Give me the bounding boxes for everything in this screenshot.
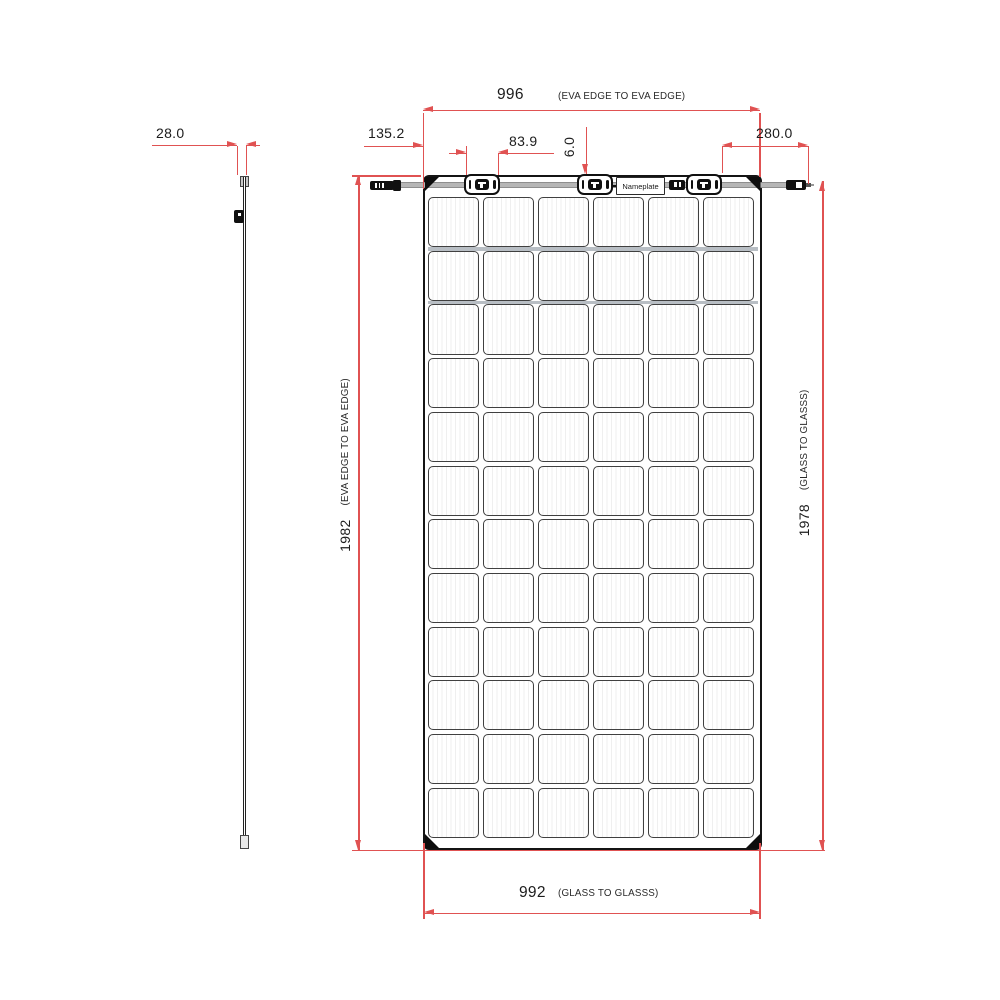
extension-line [246, 146, 247, 175]
solar-cell [483, 466, 535, 516]
jbox-body [588, 179, 602, 191]
solar-cell [483, 627, 535, 677]
arrowhead [819, 840, 825, 850]
solar-cell [483, 519, 535, 569]
extension-line [759, 843, 760, 919]
solar-cell [428, 519, 480, 569]
solar-cell [648, 197, 700, 247]
connector-tick [382, 183, 384, 188]
dim-jbox-width-value: 83.9 [509, 132, 538, 149]
dim-line [152, 145, 237, 146]
solar-cell [648, 519, 700, 569]
connector-window [796, 182, 802, 187]
jbox-gland-left [469, 180, 472, 189]
dim-line [423, 110, 760, 111]
solar-cell [703, 251, 755, 301]
solar-cell [483, 788, 535, 838]
jbox-body [697, 179, 711, 191]
solar-cell [593, 627, 645, 677]
solar-cell [593, 251, 645, 301]
dim-jbox-offset-value: 135.2 [368, 125, 405, 141]
dim-top-width-note: (EVA EDGE TO EVA EDGE) [558, 90, 686, 102]
dim-right-height-label [796, 390, 812, 537]
dim-line [822, 181, 823, 850]
arrowhead [423, 106, 433, 112]
solar-cell [483, 680, 535, 730]
nameplate-box [616, 177, 665, 195]
arrowhead [424, 909, 434, 915]
dim-left-height-note: (EVA EDGE TO EVA EDGE) [339, 378, 351, 506]
dim-right-height-value: 1978 [796, 504, 812, 537]
solar-cell [703, 412, 755, 462]
junction-box [686, 174, 722, 195]
dim-line [424, 913, 760, 914]
dim-bottom-width-value: 992 [519, 883, 546, 901]
solar-cell [538, 304, 590, 354]
solar-cell [703, 680, 755, 730]
solar-cell [593, 466, 645, 516]
extension-line [808, 146, 809, 184]
solar-cell [538, 251, 590, 301]
solar-cell [703, 788, 755, 838]
solar-cell [703, 358, 755, 408]
solar-cell [428, 251, 480, 301]
dim-line [722, 146, 808, 147]
solar-cell [538, 627, 590, 677]
extension-line [466, 146, 467, 175]
side-junction-box-profile [234, 210, 244, 223]
solar-cell [593, 519, 645, 569]
arrowhead [750, 106, 760, 112]
solar-cell [428, 304, 480, 354]
solar-cell [648, 358, 700, 408]
barcode-mark [674, 182, 677, 187]
dim-lead-length-value: 280.0 [756, 125, 793, 141]
arrowhead [722, 142, 732, 148]
arrowhead [413, 142, 423, 148]
dim-right-height-note: (GLASS TO GLASSS) [798, 389, 810, 491]
solar-cell [703, 304, 755, 354]
solar-cell [593, 573, 645, 623]
arrowhead [798, 142, 808, 148]
jbox-gland-right [606, 180, 609, 189]
extension-line [722, 146, 723, 173]
arrowhead [498, 149, 508, 155]
extension-line [498, 153, 499, 175]
arrowhead [582, 164, 588, 174]
solar-cell [428, 788, 480, 838]
junction-box [577, 174, 613, 195]
solar-cell [648, 680, 700, 730]
solar-cell [483, 412, 535, 462]
solar-cell [703, 519, 755, 569]
dim-top-width-value: 996 [497, 86, 524, 103]
solar-cell [703, 734, 755, 784]
arrowhead [355, 840, 361, 850]
solar-cell [648, 251, 700, 301]
junction-box [464, 174, 500, 195]
solar-cell [538, 680, 590, 730]
solar-cell [428, 680, 480, 730]
solar-cell [538, 573, 590, 623]
side-panel-edge-line [243, 177, 246, 847]
jbox-body [475, 179, 489, 191]
solar-cell [483, 734, 535, 784]
solar-cell [483, 573, 535, 623]
solar-cell [648, 734, 700, 784]
solar-cell [703, 573, 755, 623]
dim-left-height-value: 1982 [337, 519, 353, 552]
dim-left-height-label [337, 378, 353, 552]
solar-cell [483, 197, 535, 247]
nameplate-label: Nameplate [622, 181, 659, 191]
solar-cell [593, 304, 645, 354]
solar-cell [538, 466, 590, 516]
solar-cell [593, 788, 645, 838]
solar-cell [703, 627, 755, 677]
extension-line [352, 175, 421, 176]
right-connector-tip [811, 184, 814, 187]
left-connector-cap [393, 180, 401, 191]
connector-tick [379, 183, 381, 188]
extension-line [423, 843, 424, 919]
solar-cell [538, 412, 590, 462]
barcode-mark [679, 182, 681, 187]
solar-cell [648, 412, 700, 462]
jbox-mark [593, 184, 595, 188]
extension-line [237, 146, 238, 175]
solar-cell [593, 680, 645, 730]
side-bottom-cap [240, 835, 249, 849]
solar-cell [703, 197, 755, 247]
solar-cell [593, 412, 645, 462]
solar-cell [428, 197, 480, 247]
solar-cell [483, 251, 535, 301]
solar-cell [483, 358, 535, 408]
barcode-tag [669, 180, 685, 190]
jbox-mark [480, 184, 482, 188]
solar-cell [538, 734, 590, 784]
side-junction-box-dot [238, 213, 241, 216]
solar-cell [593, 734, 645, 784]
solar-cell [428, 466, 480, 516]
dim-thickness-value: 28.0 [156, 124, 185, 141]
solar-cell [538, 358, 590, 408]
arrowhead [819, 181, 825, 191]
solar-cell [538, 788, 590, 838]
dim-line [358, 175, 359, 850]
solar-cell [648, 304, 700, 354]
dim-gap-value: 6.0 [561, 136, 577, 158]
solar-cell [538, 197, 590, 247]
connector-tick [375, 183, 377, 188]
solar-cell [428, 412, 480, 462]
jbox-gland-left [582, 180, 585, 189]
extension-line [423, 113, 424, 189]
solar-cell [538, 519, 590, 569]
solar-cell [648, 788, 700, 838]
jbox-gland-right [493, 180, 496, 189]
solar-cell [428, 734, 480, 784]
solar-cell [593, 358, 645, 408]
solar-cell [648, 466, 700, 516]
solar-cell [428, 358, 480, 408]
solar-cell [648, 573, 700, 623]
solar-cell [483, 304, 535, 354]
arrowhead [227, 141, 237, 147]
solar-cell [648, 627, 700, 677]
dim-bottom-width-note: (GLASS TO GLASSS) [558, 887, 659, 899]
jbox-gland-right [715, 180, 718, 189]
solar-cell [428, 573, 480, 623]
jbox-mark [702, 184, 704, 188]
solar-cell [703, 466, 755, 516]
jbox-gland-left [691, 180, 694, 189]
arrowhead [246, 141, 256, 147]
solar-cell [428, 627, 480, 677]
solar-cell [593, 197, 645, 247]
